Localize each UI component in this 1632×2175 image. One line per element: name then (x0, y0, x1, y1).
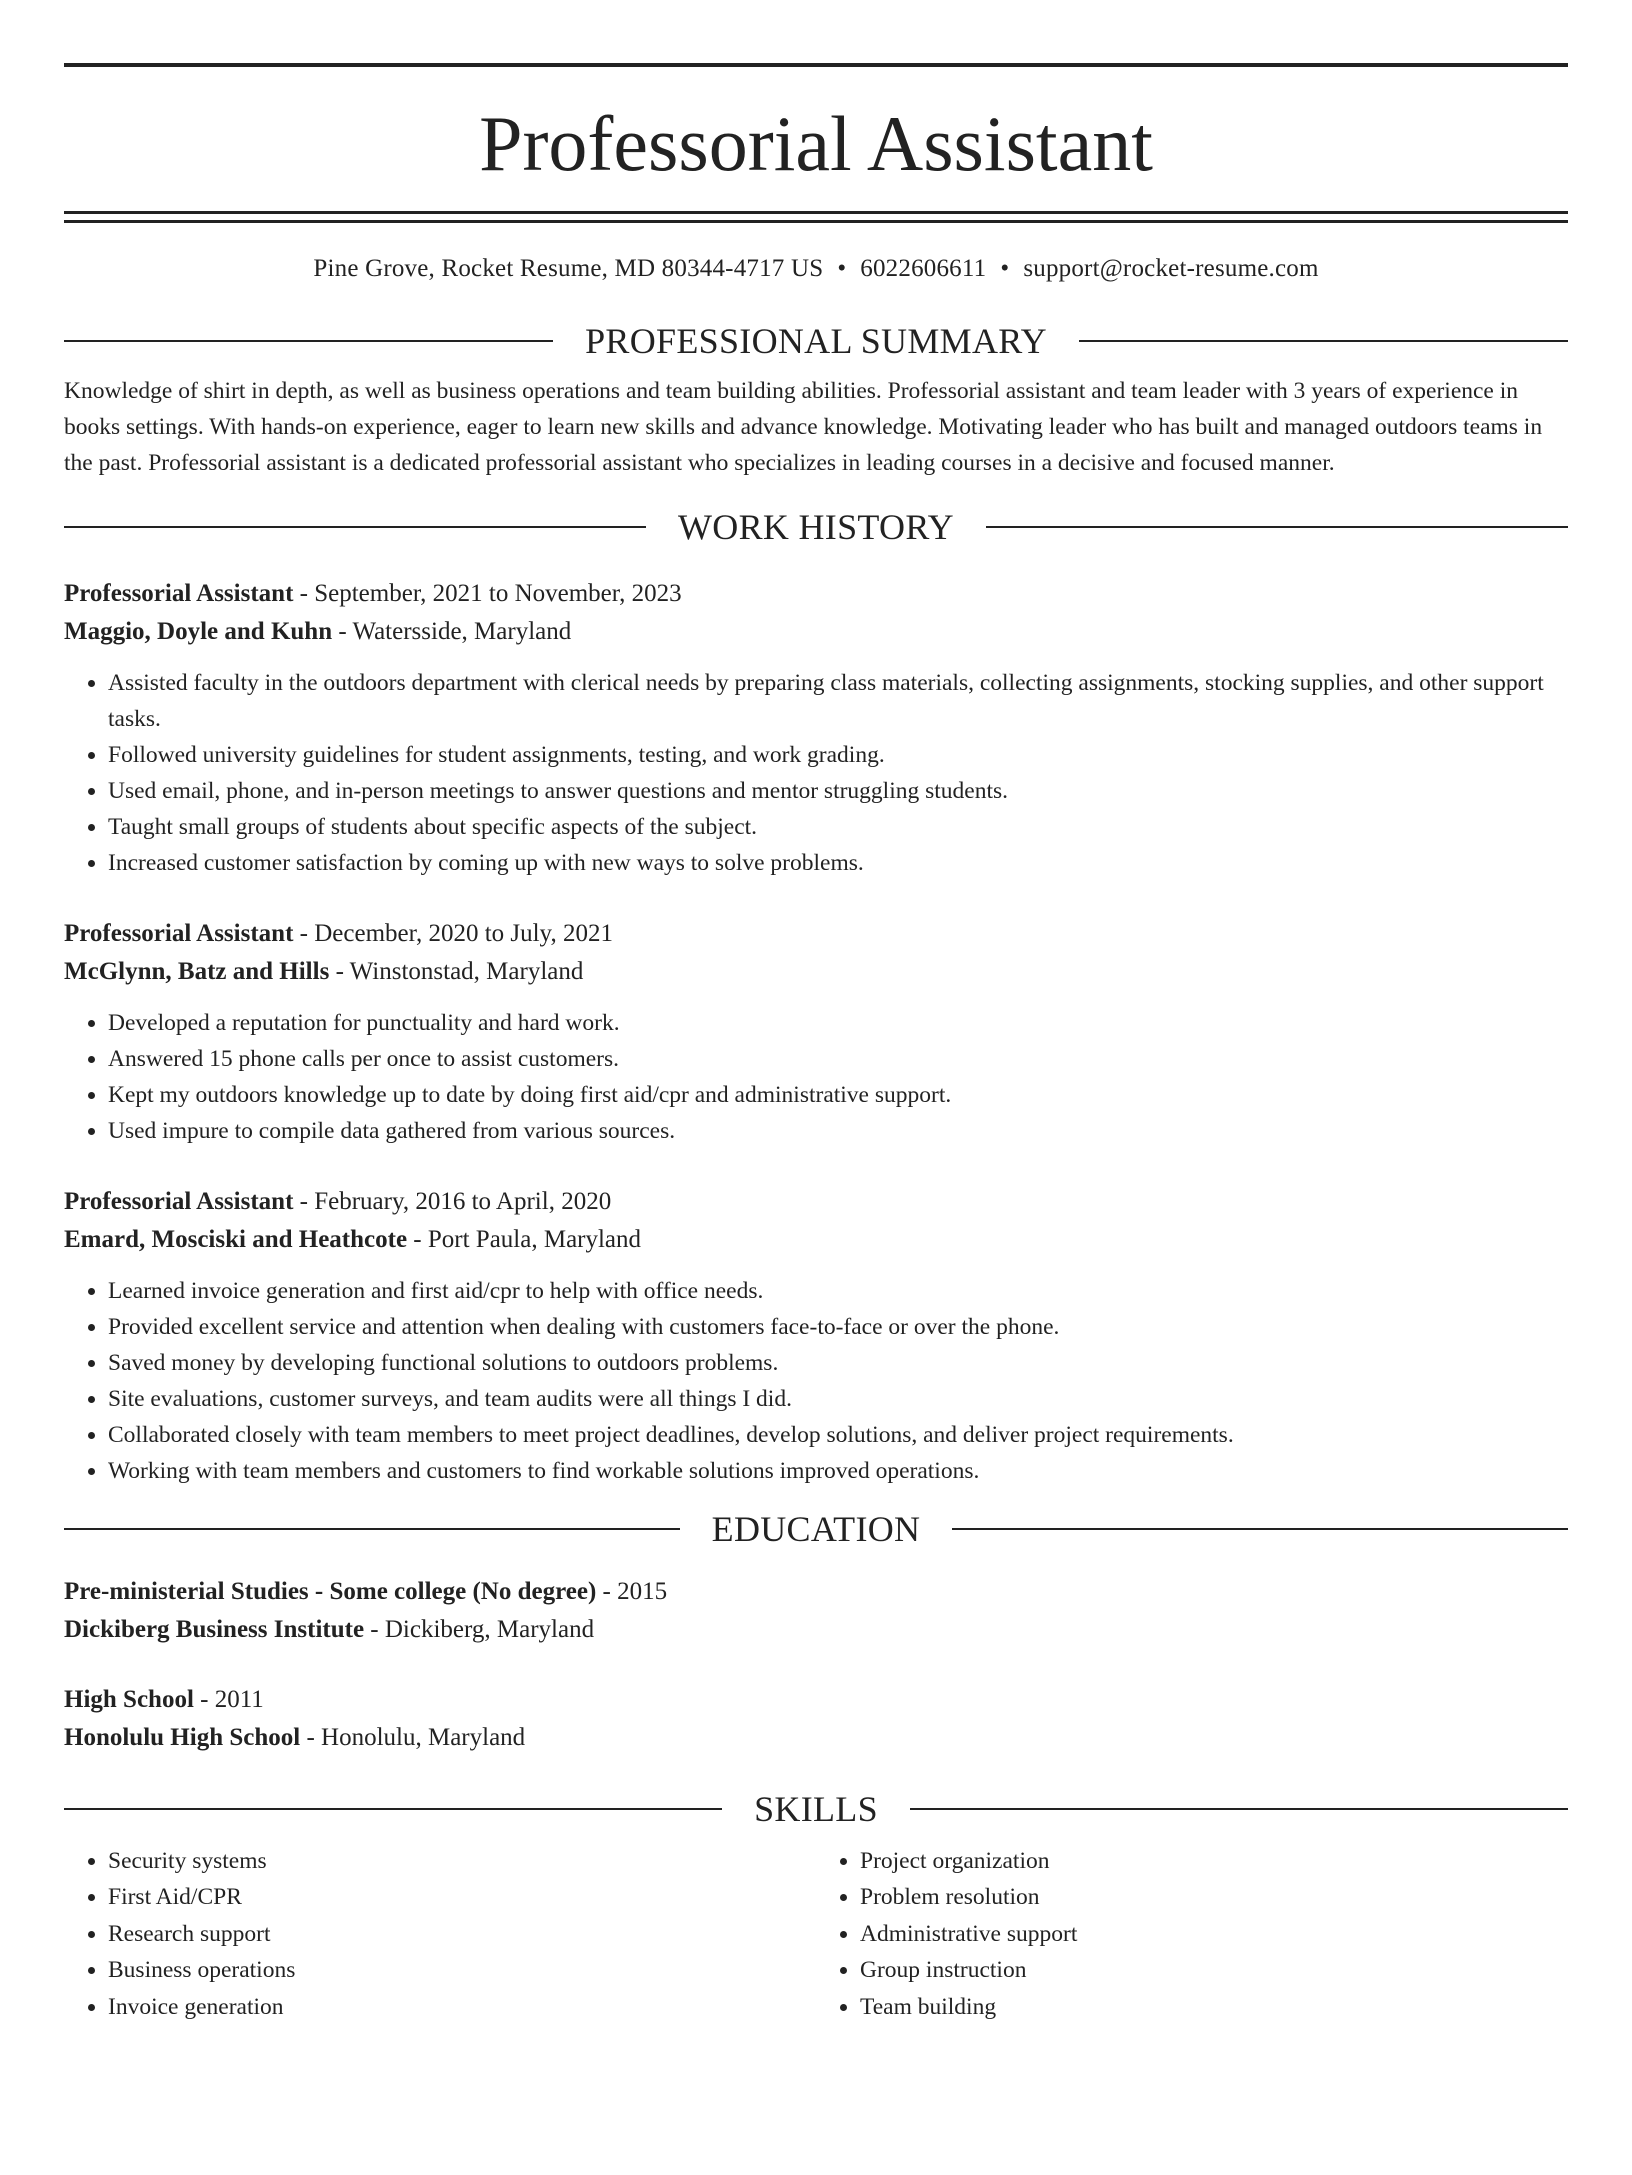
skill-item: • Team building (860, 1989, 1568, 2026)
job-bullets (64, 1273, 1568, 1489)
job-title-line (64, 575, 1568, 613)
contact-separator: • (837, 255, 847, 282)
job-bullet: • Collaborated closely with team members to meet project deadlines, develop solutions, and deliver project requirements. (108, 1417, 1568, 1453)
header-top-rule (64, 63, 1568, 67)
education-year: - 2015 (596, 1577, 668, 1605)
skills-list-left (64, 1843, 816, 2026)
job-company-line (64, 953, 1568, 991)
skill-item: • Invoice generation (108, 1989, 816, 2026)
job-bullet: • Taught small groups of students about specific aspects of the subject. (108, 809, 1568, 845)
section-header-education (64, 1507, 1568, 1551)
contact-line (64, 253, 1568, 285)
section-rule-right (952, 1528, 1568, 1530)
skill-item: • Project organization (860, 1843, 1568, 1880)
job-bullet: • Provided excellent service and attention when dealing with customers face-to-face or over the phone. (108, 1309, 1568, 1345)
section-rule-left (64, 340, 553, 342)
job-bullet: • Used impure to compile data gathered from various sources. (108, 1113, 1568, 1149)
job-location: - Port Paula, Maryland (407, 1225, 642, 1253)
skills-list-right (816, 1843, 1568, 2026)
education-location: - Dickiberg, Maryland (364, 1615, 595, 1643)
section-rule-left (64, 1528, 680, 1530)
education-school-line (64, 1611, 1568, 1649)
job-bullet: • Learned invoice generation and first aid/cpr to help with office needs. (108, 1273, 1568, 1309)
section-rule-left (64, 1808, 722, 1810)
job-title-line (64, 1183, 1568, 1221)
skill-item: • Business operations (108, 1952, 816, 1989)
job-bullet: • Saved money by developing functional solutions to outdoors problems. (108, 1345, 1568, 1381)
job-location: - Winstonstad, Maryland (329, 957, 584, 985)
job-bullet: • Kept my outdoors knowledge up to date by doing first aid/cpr and administrative support. (108, 1077, 1568, 1113)
job-bullet: • Used email, phone, and in-person meetings to answer questions and mentor struggling students. (108, 773, 1568, 809)
job-role: Professorial Assistant (64, 1187, 294, 1215)
section-title-summary: PROFESSIONAL SUMMARY (585, 321, 1047, 361)
job-role: Professorial Assistant (64, 579, 294, 607)
education-year: - 2011 (193, 1685, 264, 1713)
education-school: Honolulu High School (64, 1723, 301, 1751)
section-header-skills (64, 1787, 1568, 1831)
section-rule-right (986, 526, 1568, 528)
section-header-summary (64, 319, 1568, 363)
contact-phone: 6022606611 (860, 255, 987, 282)
job-company-line (64, 613, 1568, 651)
skill-item: • Group instruction (860, 1952, 1568, 1989)
job-entry (64, 575, 1568, 881)
education-entry (64, 1573, 1568, 1649)
job-title-line (64, 915, 1568, 953)
contact-separator: • (1000, 255, 1010, 282)
education-degree-line (64, 1681, 1568, 1719)
job-bullet: • Developed a reputation for punctuality and hard work. (108, 1005, 1568, 1041)
job-entry (64, 915, 1568, 1149)
education-location: - Honolulu, Maryland (300, 1723, 526, 1751)
job-location: - Watersside, Maryland (332, 617, 572, 645)
skill-item: • Administrative support (860, 1916, 1568, 1953)
education-degree-line (64, 1573, 1568, 1611)
job-role: Professorial Assistant (64, 919, 294, 947)
header-double-rule (64, 211, 1568, 223)
section-title-education: EDUCATION (711, 1508, 921, 1549)
job-company: Emard, Mosciski and Heathcote (64, 1225, 408, 1253)
job-bullet: • Working with team members and customers to find workable solutions improved operations. (108, 1453, 1568, 1489)
contact-address: Pine Grove, Rocket Resume, MD 80344-4717 US (313, 255, 824, 282)
section-title-work: WORK HISTORY (678, 506, 954, 547)
job-bullets (64, 665, 1568, 881)
contact-email: support@rocket-resume.com (1023, 255, 1319, 282)
job-company: McGlynn, Batz and Hills (64, 957, 330, 985)
section-header-work (64, 505, 1568, 549)
education-degree: Pre-ministerial Studies - Some college (No degree) (64, 1577, 597, 1605)
skill-item: • Research support (108, 1916, 816, 1953)
skill-item: • Problem resolution (860, 1879, 1568, 1916)
job-bullet: • Answered 15 phone calls per once to assist customers. (108, 1041, 1568, 1077)
education-entry (64, 1681, 1568, 1757)
job-bullets (64, 1005, 1568, 1149)
summary-text: Knowledge of shirt in depth, as well as business operations and team building abilities. Professorial assistant and team leader with 3 years of experience in books settings. With hands-on experience, eager to learn new skills and advance knowledge. Motivating leader who has built and managed outdoors teams in the past. Professorial assistant is a dedicated professorial assistant who specializes in leading courses in a decisive and focused manner. (64, 378, 1543, 476)
job-dates: - February, 2016 to April, 2020 (293, 1187, 612, 1215)
section-title-skills: SKILLS (754, 1788, 878, 1829)
job-bullet: • Site evaluations, customer surveys, and team audits were all things I did. (108, 1381, 1568, 1417)
job-bullet: • Assisted faculty in the outdoors department with clerical needs by preparing class materials, collecting assignments, stocking supplies, and other support tasks. (108, 665, 1568, 737)
section-rule-right (1079, 340, 1568, 342)
job-dates: - September, 2021 to November, 2023 (293, 579, 682, 607)
job-bullet: • Followed university guidelines for student assignments, testing, and work grading. (108, 737, 1568, 773)
job-company: Maggio, Doyle and Kuhn (64, 617, 333, 645)
education-school-line (64, 1719, 1568, 1757)
section-rule-left (64, 526, 646, 528)
resume-name: Professorial Assistant (479, 100, 1153, 187)
education-degree: High School (64, 1685, 194, 1713)
job-bullet: • Increased customer satisfaction by coming up with new ways to solve problems. (108, 845, 1568, 881)
job-dates: - December, 2020 to July, 2021 (293, 919, 613, 947)
section-rule-right (910, 1808, 1568, 1810)
resume-page (0, 63, 1632, 2175)
skill-item: • Security systems (108, 1843, 816, 1880)
education-school: Dickiberg Business Institute (64, 1615, 365, 1643)
skill-item: • First Aid/CPR (108, 1879, 816, 1916)
job-company-line (64, 1221, 1568, 1259)
skills-columns (64, 1843, 1568, 2026)
job-entry (64, 1183, 1568, 1489)
